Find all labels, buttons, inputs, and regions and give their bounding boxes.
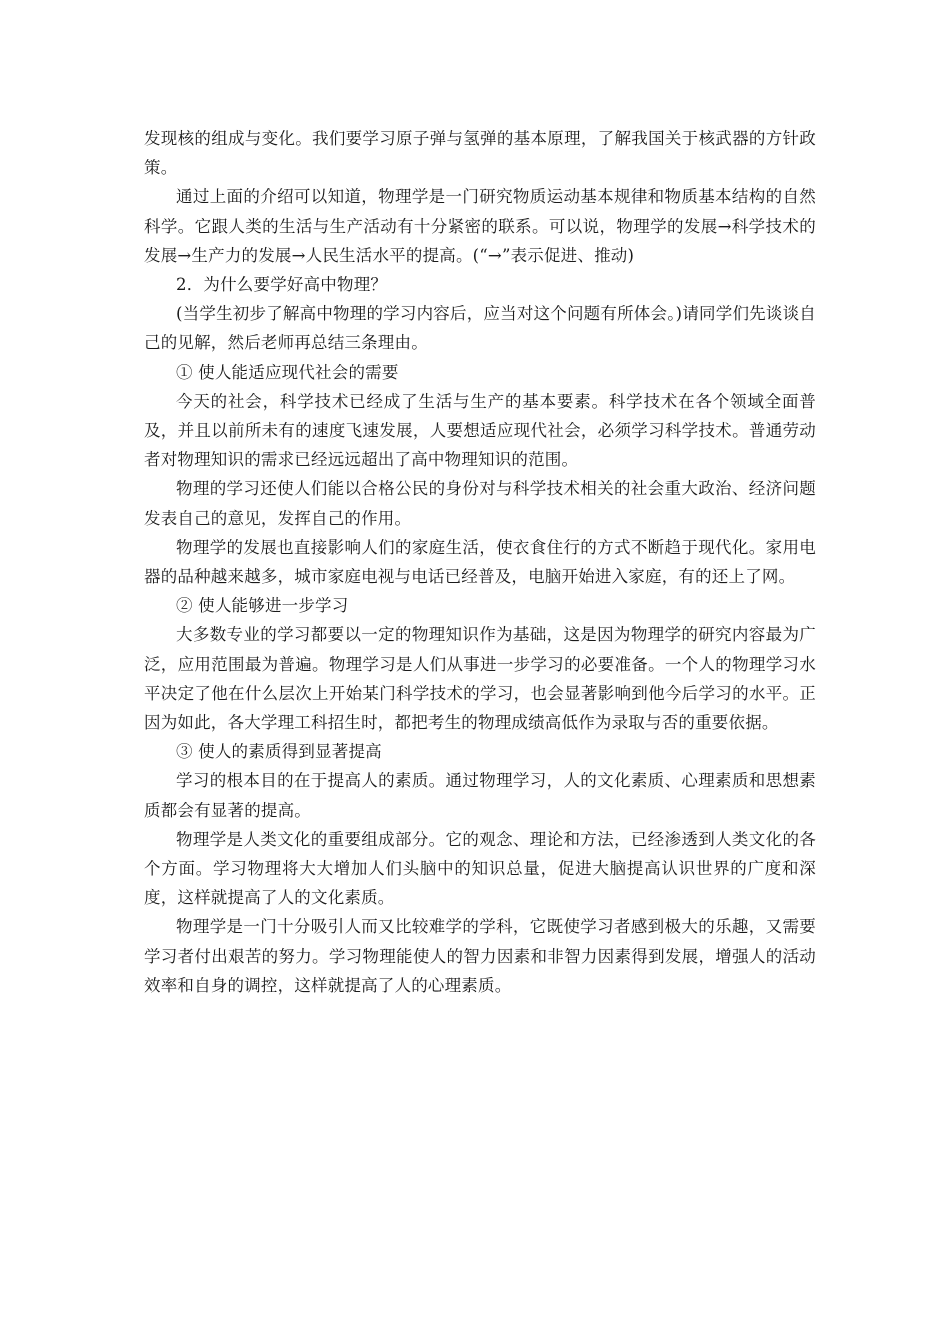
- question-heading: 2．为什么要学好高中物理？: [176, 275, 388, 295]
- paragraph-4: 今天的社会，科学技术已经成了生活与生产的基本要素。科学技术在各个领域全面普及，并且以前所未有的速度飞速发展，人要想适应现代社会，必须学习科学技术。普通劳动者对物理知识的需求已经远远超出了高中物理知识的范围。: [144, 391, 816, 470]
- paragraph-1: 发现核的组成与变化。我们要学习原子弹与氢弹的基本原理，了解我国关于核武器的方针政策。: [144, 129, 816, 178]
- paragraph-10: 物理学是一门十分吸引人而又比较难学的学科，它既使学习者感到极大的乐趣，又需要学习者付出艰苦的努力。学习物理能使人的智力因素和非智力因素得到发展，增强人的活动效率和自身的调控，这样就提高了人的心理素质。: [144, 917, 816, 995]
- paragraph-7: 大多数专业的学习都要以一定的物理知识作为基础，这是因为物理学的研究内容最为广泛，应用范围最为普遍。物理学习是人们从事进一步学习的必要准备。一个人的物理学习水平决定了他在什么层次上开始某门科学技术的学习，也会显著影响到他今后学习的水平。正因为如此，各大学理工科招生时，都把考生的物理成绩高低作为录取与否的重要依据。: [144, 625, 816, 733]
- paragraph-8: 学习的根本目的在于提高人的素质。通过物理学习，人的文化素质、心理素质和思想素质都会有显著的提高。: [144, 771, 816, 820]
- paragraph-6: 物理学的发展也直接影响人们的家庭生活，使衣食住行的方式不断趋于现代化。家用电器的品种越来越多，城市家庭电视与电话已经普及，电脑开始进入家庭，有的还上了网。: [144, 537, 816, 587]
- paragraph-9: 物理学是人类文化的重要组成部分。它的观念、理论和方法，已经渗透到人类文化的各个方面。学习物理将大大增加人们头脑中的知识总量，促进大脑提高认识世界的广度和深度，这样就提高了人的文化素质。: [144, 829, 816, 908]
- reason-2-heading: ② 使人能够进一步学习: [176, 596, 349, 616]
- reason-1-heading: ① 使人能适应现代社会的需要: [176, 362, 399, 382]
- paragraph-3: (当学生初步了解高中物理的学习内容后，应当对这个问题有所体会。)请同学们先谈谈自己的见解，然后老师再总结三条理由。: [144, 304, 816, 353]
- paragraph-5: 物理的学习还使人们能以合格公民的身份对与科学技术相关的社会重大政治、经济问题发表自己的意见，发挥自己的作用。: [144, 479, 816, 528]
- document-page: [144, 124, 816, 1000]
- paragraph-2: 通过上面的介绍可以知道，物理学是一门研究物质运动基本规律和物质基本结构的自然科学。它跟人类的生活与生产活动有十分紧密的联系。可以说，物理学的发展→科学技术的发展→生产力的发展→人民生活水平的提高。(“→”表示促进、推动): [144, 187, 816, 265]
- reason-3-heading: ③ 使人的素质得到显著提高: [176, 742, 382, 762]
